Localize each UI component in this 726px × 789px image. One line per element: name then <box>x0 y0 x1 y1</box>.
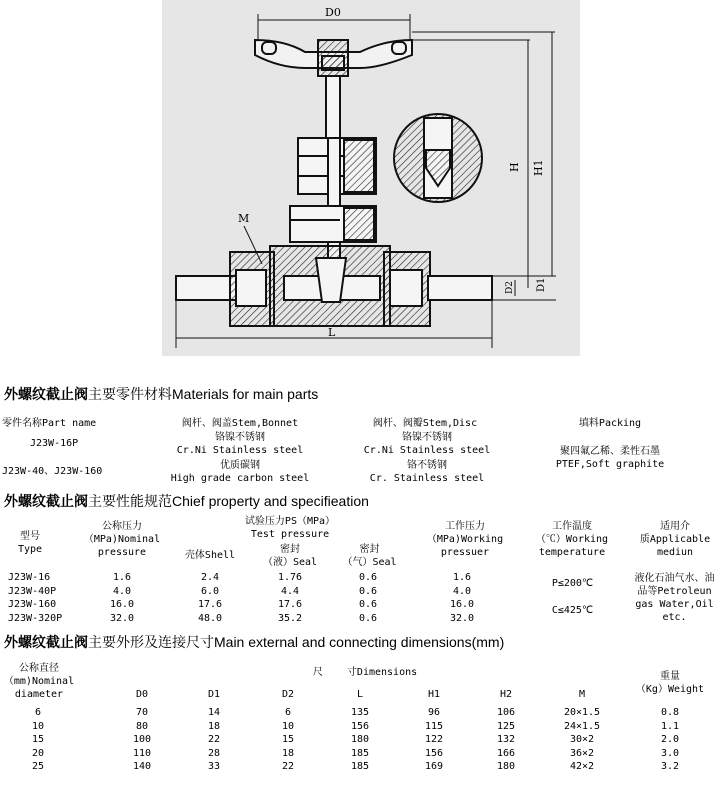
perf-cell-nominal: 4.0 <box>112 585 132 597</box>
materials-heading-bold: 外螺纹截止阀 <box>4 386 88 402</box>
dimensions-heading <box>4 632 504 652</box>
dim-cell-weight: 0.8 <box>660 707 680 718</box>
dim-col-d2: D2 <box>281 689 295 700</box>
dim-cell-d1: 33 <box>207 761 221 772</box>
dim-cell-l: 180 <box>350 734 370 745</box>
dim-cell-h2: 125 <box>496 720 516 732</box>
performance-heading-bold: 外螺纹截止阀 <box>4 493 88 509</box>
dim-col-d0: D0 <box>135 689 149 700</box>
dim-cell-l: 185 <box>350 761 370 772</box>
dim-cell-weight: 2.0 <box>660 734 680 745</box>
perf-cell-liquid: 17.6 <box>277 599 303 610</box>
perf-cell-shell: 6.0 <box>200 585 220 597</box>
perf-cell-nominal: 32.0 <box>109 612 135 624</box>
perf-cell-working: 16.0 <box>449 599 475 610</box>
dim-cell-m: 42×2 <box>569 761 595 772</box>
materials-heading-rest: 主要零件材料Materials for main parts <box>88 386 319 402</box>
dim-cell-h2: 132 <box>496 734 516 745</box>
dim-cell-d0: 100 <box>132 734 152 745</box>
perf-cell-type: J23W-16 <box>8 572 51 583</box>
dim-label-l: L <box>328 326 336 339</box>
dim-label-d1: D1 <box>536 277 547 292</box>
perf-temp-p: P≤200℃ <box>551 578 594 589</box>
dim-cell-d2: 18 <box>281 747 295 759</box>
perf-cell-gas: 0.6 <box>358 572 378 583</box>
dim-cell-m: 20×1.5 <box>563 707 601 718</box>
perf-cell-working: 4.0 <box>452 585 472 597</box>
materials-row1-stem: 铬镍不锈钢 Cr.Ni Stainless steel <box>176 432 304 456</box>
dim-cell-weight: 3.2 <box>660 761 680 772</box>
perf-cell-nominal: 16.0 <box>109 599 135 610</box>
dimensions-heading-bold: 外螺纹截止阀 <box>4 634 88 650</box>
dim-cell-weight: 1.1 <box>660 720 680 732</box>
valve-technical-drawing <box>0 0 726 360</box>
perf-temp-c: C≤425℃ <box>551 605 594 616</box>
materials-col-stem: 阀杆、阀盖Stem,Bonnet <box>181 418 299 429</box>
dim-label-d0: D0 <box>325 6 341 19</box>
materials-heading <box>4 384 318 404</box>
dim-cell-h1: 115 <box>424 720 444 732</box>
dim-cell-h2: 180 <box>496 761 516 772</box>
dim-cell-d0: 80 <box>135 720 149 732</box>
materials-col-part: 零件名称Part name <box>2 418 97 429</box>
dim-header-weight: 重量 （Kg）Weight <box>635 671 705 695</box>
dim-cell-d0: 70 <box>135 707 149 718</box>
materials-row1-disc: 铬镍不锈钢 Cr.Ni Stainless steel <box>363 432 491 456</box>
dim-cell-d1: 22 <box>207 734 221 745</box>
perf-cell-type: J23W-160 <box>8 599 57 610</box>
perf-header-test: 试验压力PS（MPa） Test pressure <box>244 516 336 540</box>
dim-cell-h1: 122 <box>424 734 444 745</box>
perf-cell-gas: 0.6 <box>358 599 378 610</box>
dim-cell-h1: 96 <box>427 707 441 718</box>
dim-label-h1: H1 <box>532 159 545 176</box>
dim-cell-h1: 156 <box>424 747 444 759</box>
valve-stem <box>322 56 344 138</box>
perf-header-temperature: 工作温度 （℃）Working temperature <box>535 521 609 558</box>
dim-cell-m: 36×2 <box>569 747 595 759</box>
dim-header-dn: 公称直径 （mm)Nominal diameter <box>3 663 75 700</box>
perf-cell-type: J23W-320P <box>8 612 63 624</box>
performance-heading <box>4 491 369 511</box>
perf-cell-shell: 2.4 <box>200 572 220 583</box>
perf-cell-shell: 17.6 <box>197 599 223 610</box>
dim-col-m: M <box>578 689 586 700</box>
perf-header-medium: 适用介 质Applicable mediun <box>639 521 711 558</box>
dim-label-m: M <box>238 212 250 225</box>
dim-cell-dn: 6 <box>34 707 42 718</box>
perf-cell-gas: 0.6 <box>358 612 378 624</box>
dim-cell-m: 30×2 <box>569 734 595 745</box>
performance-heading-rest: 主要性能规范Chief property and specifieation <box>88 493 369 509</box>
dim-cell-d2: 6 <box>284 707 292 718</box>
perf-cell-liquid: 35.2 <box>277 612 303 624</box>
dim-cell-dn: 20 <box>31 747 45 759</box>
perf-cell-type: J23W-40P <box>8 585 57 597</box>
dim-cell-d1: 18 <box>207 720 221 732</box>
dim-cell-m: 24×1.5 <box>563 720 601 732</box>
dim-cell-d2: 10 <box>281 720 295 732</box>
dim-label-d2: D2 <box>505 281 515 294</box>
perf-cell-liquid: 4.4 <box>280 585 300 597</box>
perf-header-seal-gas: 密封 （气）Seal <box>342 544 397 568</box>
perf-medium: 液化石油气水、油 品等Petroleun gas Water,Oil etc. <box>634 573 715 623</box>
dim-cell-d0: 140 <box>132 761 152 772</box>
perf-cell-liquid: 1.76 <box>277 572 303 583</box>
dim-cell-d2: 15 <box>281 734 295 745</box>
dim-cell-dn: 15 <box>31 734 45 745</box>
perf-header-seal-liquid: 密封 （液）Seal <box>262 544 318 568</box>
dim-col-l: L <box>356 689 364 700</box>
dim-cell-d1: 28 <box>207 747 221 759</box>
perf-header-type: 型号 Type <box>17 531 43 555</box>
dim-cell-h2: 166 <box>496 747 516 759</box>
perf-cell-gas: 0.6 <box>358 585 378 597</box>
materials-row1-model: J23W-16P <box>30 438 79 449</box>
dim-col-h1: H1 <box>427 689 441 700</box>
dim-col-h2: H2 <box>499 689 513 700</box>
dim-cell-dn: 10 <box>31 720 45 732</box>
dim-col-d1: D1 <box>207 689 221 700</box>
dim-cell-l: 185 <box>350 747 370 759</box>
seal-detail-view <box>394 114 482 202</box>
materials-packing: 聚四氟乙稀、柔性石墨 PTEF,Soft graphite <box>555 446 665 470</box>
perf-header-nominal: 公称压力 （MPa)Nominal pressure <box>83 521 161 558</box>
dim-cell-weight: 3.0 <box>660 747 680 759</box>
perf-cell-shell: 48.0 <box>197 612 223 624</box>
dim-label-h: H <box>508 162 521 172</box>
perf-cell-working: 1.6 <box>452 572 472 583</box>
dim-cell-h2: 106 <box>496 707 516 718</box>
dim-cell-l: 135 <box>350 707 370 718</box>
dim-cell-d2: 22 <box>281 761 295 772</box>
dim-header-dimensions: 尺 寸Dimensions <box>312 667 418 678</box>
materials-row2-stem: 优质碳钢 High grade carbon steel <box>170 460 310 484</box>
perf-header-working: 工作压力 （MPa)Working pressuer <box>426 521 504 558</box>
materials-col-packing: 填料Packing <box>578 418 642 429</box>
materials-row2-disc: 铬不锈钢 Cr. Stainless steel <box>369 460 485 484</box>
dim-cell-d0: 110 <box>132 747 152 759</box>
perf-cell-working: 32.0 <box>449 612 475 624</box>
dim-cell-l: 156 <box>350 720 370 732</box>
materials-row2-model: J23W-40、J23W-160 <box>2 466 103 477</box>
dim-cell-dn: 25 <box>31 761 45 772</box>
dimensions-heading-rest: 主要外形及连接尺寸Main external and connecting dimensions(mm) <box>88 634 505 650</box>
dim-cell-d1: 14 <box>207 707 221 718</box>
materials-col-disc: 阀杆、阀瓣Stem,Disc <box>372 418 478 429</box>
lower-nut <box>290 206 376 242</box>
dim-cell-h1: 169 <box>424 761 444 772</box>
perf-header-shell: 壳体Shell <box>184 550 236 561</box>
perf-cell-nominal: 1.6 <box>112 572 132 583</box>
